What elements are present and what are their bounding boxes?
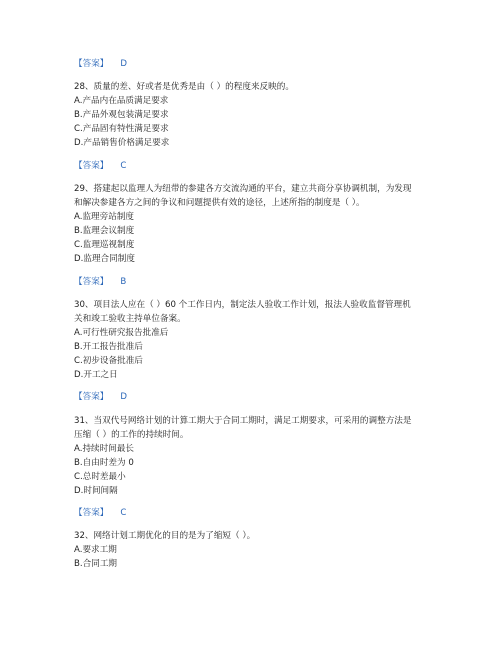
answer-label: 【答案】 <box>74 508 109 518</box>
question-30-text-line-1: 30、项目法人应在（ ）60 个工作日内，制定法人验收工作计划，报法人验收监督管理机 <box>74 300 411 310</box>
question-29-option-d: D.监理合同制度 <box>74 254 135 264</box>
question-32-option-a: A.要求工期 <box>74 545 117 555</box>
question-31-text-line-1: 31、当双代号网络计划的计算工期大于合同工期时，满足工期要求，可采用的调整方法是 <box>74 416 412 426</box>
question-31-text-line-2: 压缩（ ）的工作的持续时间。 <box>74 430 189 440</box>
question-30-text-line-2: 关和竣工验收主持单位备案。 <box>74 314 186 324</box>
answer-value: C <box>120 508 127 518</box>
answer-value: C <box>120 161 127 171</box>
question-30-option-c: C.初步设备批准后 <box>74 356 143 366</box>
answer-30 <box>74 391 127 403</box>
question-29-option-c: C.监理巡视制度 <box>74 240 135 250</box>
question-30-option-b: B.开工报告批准后 <box>74 342 143 352</box>
question-29-text-line-1: 29、搭建起以监理人为纽带的参建各方交流沟通的平台，建立共商分享协调机制，为发现 <box>74 184 412 194</box>
question-30-option-d: D.开工之日 <box>74 370 118 380</box>
question-30-option-a: A.可行性研究报告批准后 <box>74 328 169 338</box>
question-28-option-d: D.产品销售价格满足要求 <box>74 138 170 148</box>
answer-label: 【答案】 <box>74 59 109 69</box>
answer-27 <box>74 58 127 70</box>
question-28-text: 28、质量的差、好或者是优秀是由（ ）的程度来反映的。 <box>74 82 294 92</box>
question-29-text-line-2: 和解决参建各方之间的争议和问题提供有效的途径，上述所指的制度是（ ）。 <box>74 198 365 208</box>
question-32-text: 32、网络计划工期优化的目的是为了缩短（ ）。 <box>74 531 256 541</box>
answer-29 <box>74 276 126 288</box>
question-32-option-b: B.合同工期 <box>74 559 118 569</box>
answer-28 <box>74 160 126 172</box>
question-31-option-a: A.持续时间最长 <box>74 444 135 454</box>
question-31-option-c: C.总时差最小 <box>74 472 126 482</box>
question-31-option-b: B.自由时差为 0 <box>74 458 134 468</box>
question-28-option-a: A.产品内在品质满足要求 <box>74 96 169 106</box>
answer-value: B <box>120 277 127 287</box>
question-29-option-b: B.监理会议制度 <box>74 226 135 236</box>
answer-label: 【答案】 <box>74 161 109 171</box>
question-28-option-b: B.产品外观包装满足要求 <box>74 110 169 120</box>
answer-value: D <box>120 392 128 402</box>
answer-value: D <box>120 59 128 69</box>
question-28-option-c: C.产品固有特性满足要求 <box>74 124 169 134</box>
answer-31 <box>74 507 126 519</box>
answer-label: 【答案】 <box>74 277 109 287</box>
question-31-option-d: D.时间间隔 <box>74 486 118 496</box>
answer-label: 【答案】 <box>74 392 109 402</box>
question-29-option-a: A.监理旁站制度 <box>74 212 135 222</box>
